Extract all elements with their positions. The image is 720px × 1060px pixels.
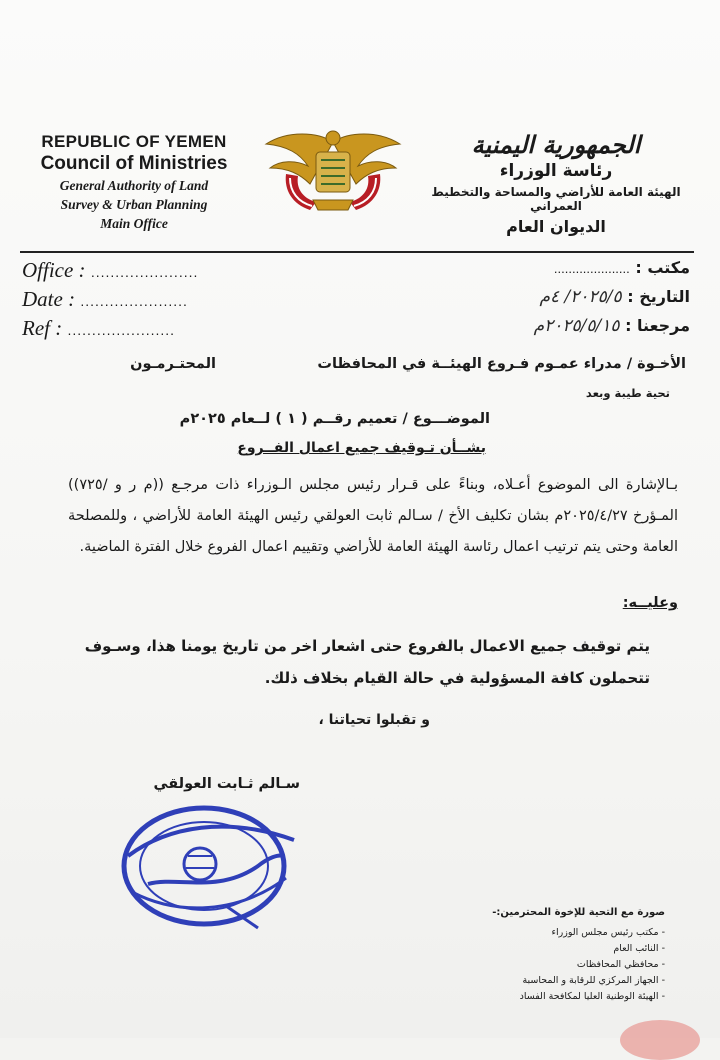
date-field-ar [539, 287, 690, 307]
cc-list [520, 925, 665, 1005]
greeting: تحية طيبة وبعد [585, 386, 670, 400]
date-field-en [22, 287, 188, 312]
office-label-ar: مكتب : [635, 258, 690, 277]
authority-name-ar: الهيئة العامة للأراضي والمساحة والتخطيط العمراني [431, 185, 681, 213]
closing-line: و تقبلوا تحياتنا ، [318, 712, 430, 728]
regarding-line: بشــأن تـوقيف جميع اعمال الفــروع [237, 440, 486, 456]
cc-item: - الهيئة الوطنية العليا لمكافحة الفساد [520, 989, 665, 1005]
signer-name: سـالم ثـابت العولقي [153, 776, 300, 792]
country-name: REPUBLIC OF YEMEN [41, 132, 227, 151]
office-name: Main Office [100, 216, 168, 231]
authority-name-1: General Authority of Land [59, 178, 209, 193]
ref-label-ar: مرجعنا : [625, 316, 690, 335]
date-value-ar: ٢٠٢٥/٥/ ٤م [539, 287, 622, 307]
date-label: Date : [22, 287, 76, 311]
yemen-emblem-icon [258, 124, 408, 220]
decision-paragraph: يتم توقيف جميع الاعمال بالفروع حتى اشعار اخر من تاريخ يومنا هذا، وسـوف تتحملون كافة المسؤولية في حالة القيام بخلاف ذلك. [84, 637, 650, 687]
accordingly-heading: وعليــه: [622, 595, 678, 611]
body-paragraph: بـالإشارة الى الموضوع أعـلاه، وبناءً على قـرار رئيس مجلس الـوزراء ذات مرجـع ((م ر و /٧٢٥)) المـؤرخ ٢٠٢٥/٤/٢٧م بشان تكليف الأخ / سـالم ثابت العولقي رئيس الهيئة العامة للأراضي ، وللمصلحة العامة وحتى يتم ترتيب اعمال رئاسة الهيئة العامة للأراضي وتقييم اعمال الفروع خلال الفترة الماضية. [68, 477, 678, 555]
corner-mark [620, 1020, 700, 1060]
subject-line: الموضـــوع / تعميم رقــم ( ١ ) لــعام ٢٠٢٥م [179, 411, 490, 427]
letterhead-english [24, 132, 244, 232]
ref-field-ar [534, 316, 690, 336]
ref-dots: ...................... [67, 322, 176, 338]
addressee [130, 356, 686, 372]
cc-item: - النائب العام [520, 941, 665, 957]
office-field-en [22, 258, 198, 283]
addressee-text: الأخـوة / مدراء عمـوم فـروع الهيئــة في المحافظات [317, 356, 686, 372]
cc-item: - الجهاز المركزي للرقابة و المحاسبة [520, 973, 665, 989]
cabinet-name-ar: رئاسة الوزراء [499, 161, 613, 181]
authority-name-2: Survey & Urban Planning [60, 197, 208, 212]
cc-title: صورة مع التحية للإخوة المحترمين:- [492, 907, 665, 918]
respected-text: المحتـرمـون [130, 356, 216, 372]
ref-field-en [22, 316, 175, 341]
office-label: Office : [22, 258, 86, 282]
council-name: Council of Ministries [40, 153, 228, 174]
office-name-ar: الديوان العام [506, 217, 606, 236]
office-dots: ...................... [90, 264, 199, 280]
cc-item: - محافظي المحافظات [520, 957, 665, 973]
date-dots: ...................... [80, 293, 188, 309]
office-dots-ar: ..................... [553, 261, 630, 276]
office-field-ar [554, 258, 690, 277]
official-stamp-icon [108, 796, 304, 936]
header-divider [20, 251, 694, 253]
cc-item: - مكتب رئيس مجلس الوزراء [520, 925, 665, 941]
republic-name-ar: الجمهورية اليمنية [471, 130, 641, 159]
date-label-ar: التاريخ : [627, 287, 690, 306]
ref-value-ar: ٢٠٢٥/٥/١٥م [533, 316, 620, 336]
letterhead-arabic [426, 130, 686, 236]
ref-label: Ref : [22, 316, 63, 340]
